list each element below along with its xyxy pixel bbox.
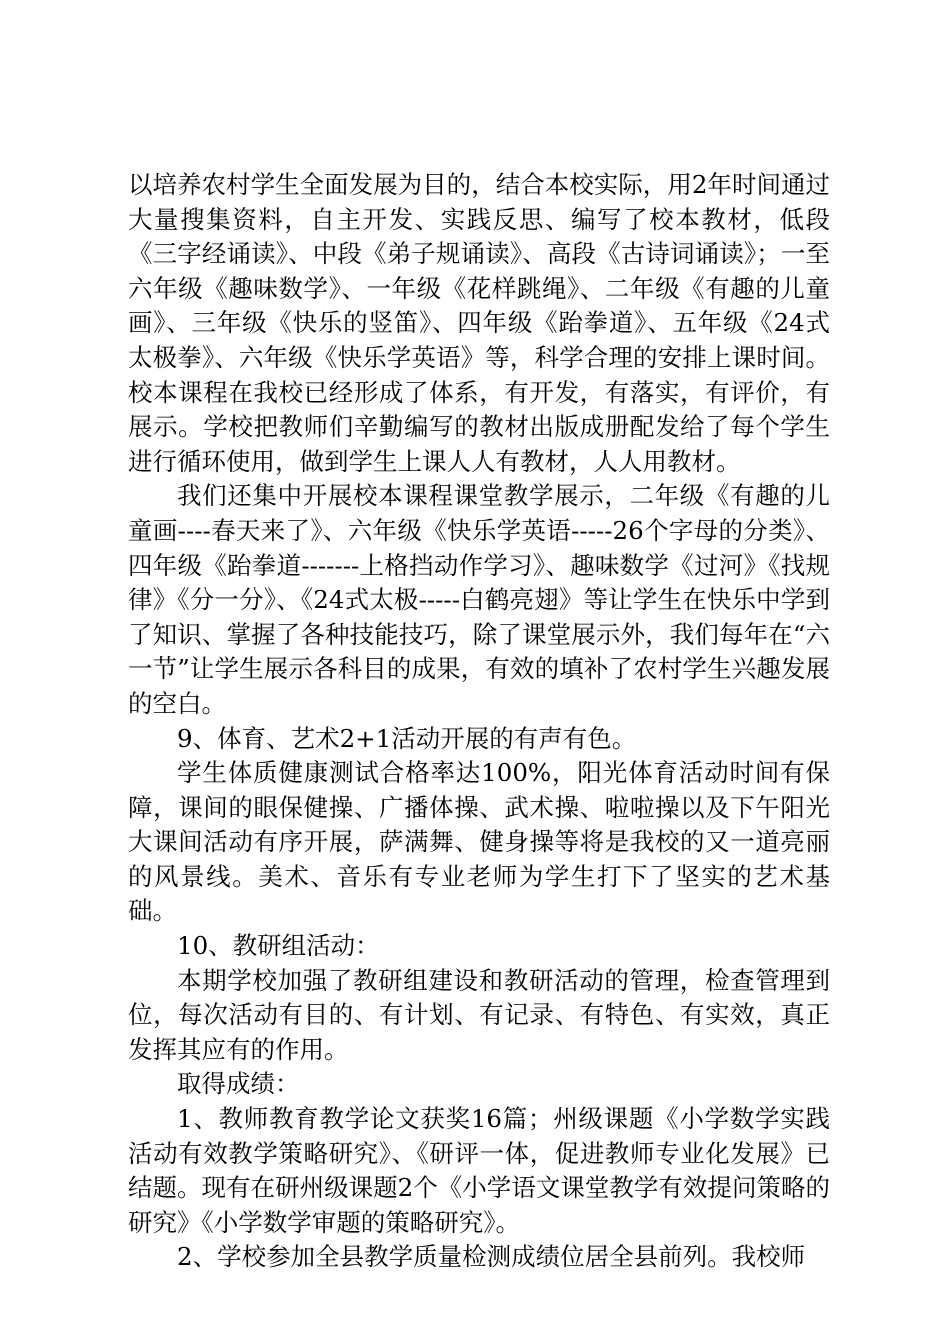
section-heading-teaching-research: 10、教研组活动： (177, 931, 380, 961)
section-heading-achievements: 取得成绩： (177, 1069, 300, 1099)
paragraph-research-management: 本期学校加强了教研组建设和教研活动的管理，检查管理到位，每次活动有目的、有计划、有记录、有特色、有实效，真正发挥其应有的作用。 (128, 965, 830, 1064)
paragraph-achievement-quality: 2、学校参加全县教学质量检测成绩位居全县前列。我校师 (177, 1242, 806, 1272)
paragraph-school-textbooks: 以培养农村学生全面发展为目的，结合本校实际，用2年时间通过大量搜集资料，自主开发、实践反思、编写了校本教材，低段《三字经诵读》、中段《弟子规诵读》、高段《古诗词诵读》；一至六年级《趣味数学》、一年级《花样跳绳》、二年级《有趣的儿童画》、三年级《快乐的竖笛》、四年级《跆拳道》、五年级《24式太极拳》、六年级《快乐学英语》等，科学合理的安排上课时间。校本课程在我校已经形成了体系，有开发，有落实，有评价，有展示。学校把教师们辛勤编写的教材出版成册配发给了每个学生进行循环使用，做到学生上课人人有教材，人人用教材。 (128, 170, 830, 476)
paragraph-physical-health: 学生体质健康测试合格率达100%，阳光体育活动时间有保障，课间的眼保健操、广播体操、武术操、啦啦操以及下午阳光大课间活动有序开展，萨满舞、健身操等将是我校的又一道亮丽的风景线。美术、音乐有专业老师为学生打下了坚实的艺术基础。 (128, 758, 830, 926)
paragraph-course-showcase: 我们还集中开展校本课程课堂教学展示，二年级《有趣的儿童画----春天来了》、六年级《快乐学英语-----26个字母的分类》、四年级《跆拳道-------上格挡动作学习》、趣味数学《过河》《找规律》《分一分》、《24式太极-----白鹤亮翅》等让学生在快乐中学到了知识、掌握了各种技能技巧，除了课堂展示外，我们每年在“六一节”让学生展示各科目的成果，有效的填补了农村学生兴趣发展的空白。 (128, 481, 830, 718)
section-heading-sports-arts: 9、体育、艺术2+1活动开展的有声有色。 (177, 723, 637, 753)
paragraph-achievement-papers: 1、教师教育教学论文获奖16篇；州级课题《小学数学实践活动有效教学策略研究》、《研评一体，促进教师专业化发展》已结题。现有在研州级课题2个《小学语文课堂教学有效提问策略的研究》《小学数学审题的策略研究》。 (128, 1104, 830, 1237)
document-body (128, 168, 830, 1275)
